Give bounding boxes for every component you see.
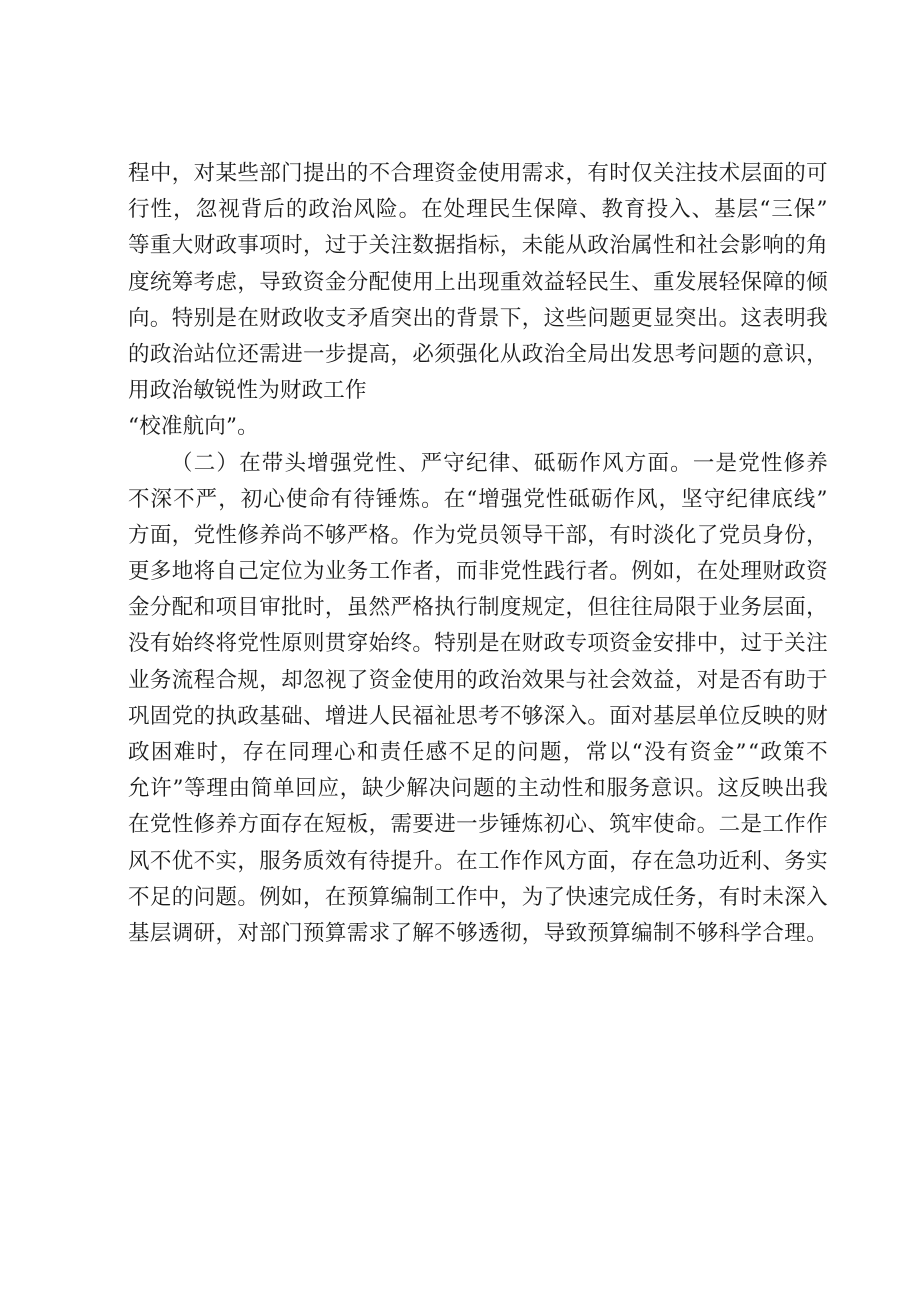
text-line: 更 多 地 将 自 己 定 位 为 业 务 工 作 者 ， 而 非 党 性 践 行 者 。 例 如 ， 在 处 理 财 政 资	[128, 559, 828, 585]
text-line: “校准航向”。	[128, 414, 259, 440]
body-text	[128, 156, 828, 952]
text-line: 程 中 ， 对 某 些 部 门 提 出 的 不 合 理 资 金 使 用 需 求 ， 有 时 仅 关 注 技 术 层 面 的 可	[128, 161, 828, 186]
section-heading-line: （ 二 ） 在 带 头 增 强 党 性 、 严 守 纪 律 、 砥 砺 作 风 方 面 。 一 是 党 性 修 养	[171, 450, 828, 476]
text-line: 允 许 ” 等 理 由 简 单 回 应 ， 缺 少 解 决 问 题 的 主 动 性 和 服 务 意 识 。 这 反 映 出 我	[128, 776, 828, 802]
text-line: 向 。 特 别 是 在 财 政 收 支 矛 盾 突 出 的 背 景 下 ， 这 些 问 题 更 显 突 出 。 这 表 明 我	[128, 305, 828, 331]
text-line: 行 性 ， 忽 视 背 后 的 政 治 风 险 。 在 处 理 民 生 保 障 、 教 育 投 入 、 基 层 “ 三 保 ”	[128, 197, 828, 223]
text-line: 不 足 的 问 题 。 例 如 ， 在 预 算 编 制 工 作 中 ， 为 了 快 速 完 成 任 务 ， 有 时 未 深 入	[128, 884, 828, 910]
text-line: 金 分 配 和 项 目 审 批 时 ， 虽 然 严 格 执 行 制 度 规 定 ， 但 往 往 局 限 于 业 务 层 面 ，	[128, 595, 828, 621]
text-line: 的 政 治 站 位 还 需 进 一 步 提 高 ， 必 须 强 化 从 政 治 全 局 出 发 思 考 问 题 的 意 识 ，	[128, 341, 828, 367]
text-line: 基 层 调 研 ， 对 部 门 预 算 需 求 了 解 不 够 透 彻 ， 导 致 预 算 编 制 不 够 科 学 合 理 。	[128, 920, 828, 946]
text-line: 风 不 优 不 实 ， 服 务 质 效 有 待 提 升 。 在 工 作 作 风 方 面 ， 存 在 急 功 近 利 、 务 实	[128, 848, 828, 874]
text-line: 度 统 筹 考 虑 ， 导 致 资 金 分 配 使 用 上 出 现 重 效 益 轻 民 生 、 重 发 展 轻 保 障 的 倾	[128, 269, 828, 295]
text-line: 在 党 性 修 养 方 面 存 在 短 板 ， 需 要 进 一 步 锤 炼 初 心 、 筑 牢 使 命 。 二 是 工 作 作	[128, 812, 828, 838]
text-line: 政 困 难 时 ， 存 在 同 理 心 和 责 任 感 不 足 的 问 题 ， 常 以 “ 没 有 资 金 ” “ 政 策 不	[128, 740, 828, 765]
text-line: 用政治敏锐性为财政工作	[128, 378, 367, 404]
text-line: 没 有 始 终 将 党 性 原 则 贯 穿 始 终 。 特 别 是 在 财 政 专 项 资 金 安 排 中 ， 过 于 关 注	[128, 631, 828, 657]
text-line: 不 深 不 严 ， 初 心 使 命 有 待 锤 炼 。 在 “ 增 强 党 性 砥 砺 作 风 ， 坚 守 纪 律 底 线 ”	[128, 486, 828, 512]
text-line: 等 重 大 财 政 事 项 时 ， 过 于 关 注 数 据 指 标 ， 未 能 从 政 治 属 性 和 社 会 影 响 的 角	[128, 233, 828, 259]
text-line: 业 务 流 程 合 规 ， 却 忽 视 了 资 金 使 用 的 政 治 效 果 与 社 会 效 益 ， 对 是 否 有 助 于	[128, 667, 828, 693]
text-line: 巩 固 党 的 执 政 基 础 、 增 进 人 民 福 祉 思 考 不 够 深 入 。 面 对 基 层 单 位 反 映 的 财	[128, 703, 828, 729]
text-line: 方 面 ， 党 性 修 养 尚 不 够 严 格 。 作 为 党 员 领 导 干 部 ， 有 时 淡 化 了 党 员 身 份 ，	[128, 522, 828, 548]
